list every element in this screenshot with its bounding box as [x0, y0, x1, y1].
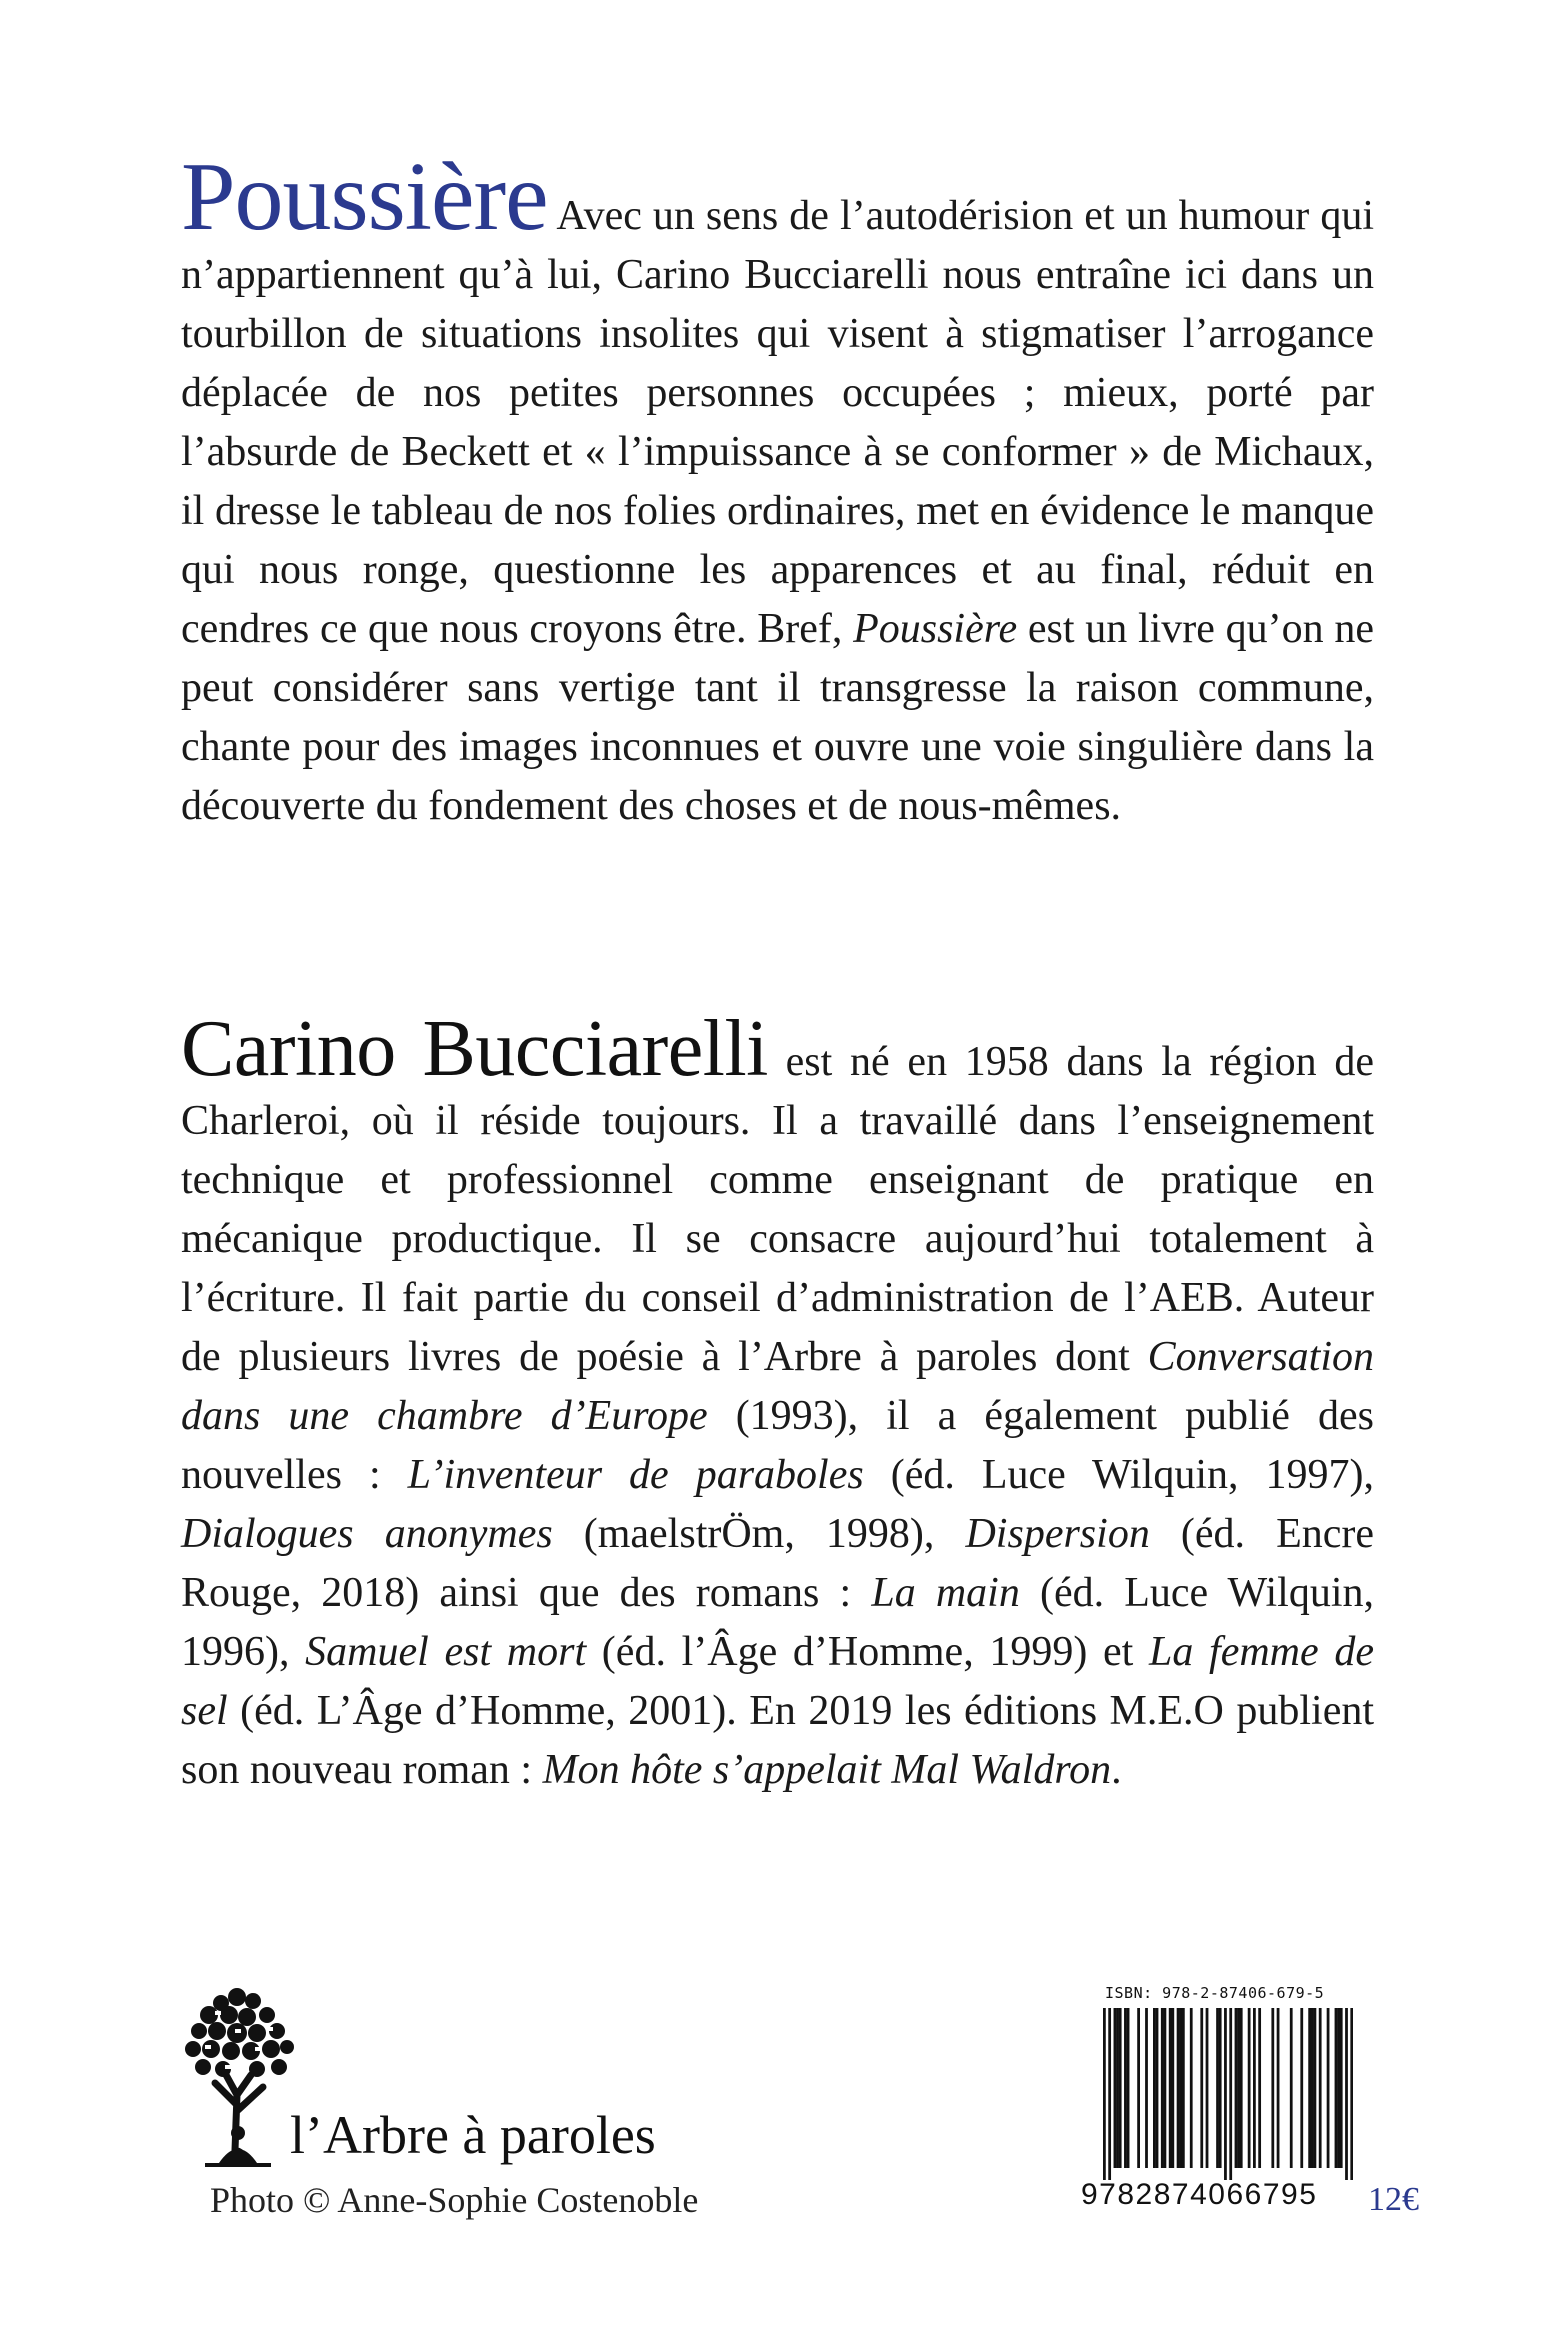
- author-bio-paragraph: [181, 1005, 1375, 1800]
- author-bio-section: [181, 1005, 1375, 1800]
- barcode-bar: [1145, 2008, 1148, 2168]
- barcode-bar: [1308, 2008, 1311, 2168]
- barcode-bar: [1119, 2008, 1122, 2168]
- barcode-bar: [1327, 2008, 1330, 2168]
- barcode-bar: [1248, 2008, 1251, 2168]
- bio-text-run: La femme de sel: [181, 1629, 1374, 1734]
- bio-text-run: Samuel est mort: [305, 1629, 587, 1675]
- summary-text-run: est un livre qu’on ne peut considérer sans vertige tant il transgresse la raison commune, chante pour des images inconnues et ouvre une voie singulière dans la découverte du fondement des choses et de nous-mêmes.: [181, 606, 1374, 829]
- barcode-number: 9782874066795: [1081, 2178, 1318, 2211]
- barcode-bar: [1258, 2008, 1261, 2168]
- barcode-bar: [1169, 2008, 1172, 2168]
- barcode-bar: [1177, 2008, 1180, 2168]
- bio-text-run: (éd. L’Âge d’Homme, 2001). En 2019 les éditions M.E.O publient son nouveau roman :: [181, 1688, 1374, 1793]
- bio-text-run: L’inventeur de paraboles: [407, 1452, 864, 1498]
- bio-text-run: (éd. Luce Wilquin, 1996),: [181, 1570, 1375, 1675]
- barcode-bar: [1127, 2008, 1130, 2168]
- photo-credit: Photo © Anne-Sophie Costenoble: [210, 2180, 699, 2220]
- barcode-bar: [1108, 2008, 1111, 2180]
- barcode-bar: [1114, 2008, 1117, 2168]
- bio-text-run: .: [1111, 1747, 1122, 1793]
- author-name: Carino Bucciarelli: [181, 1005, 768, 1093]
- summary-text-run: Poussière: [853, 606, 1018, 652]
- summary-paragraph: [181, 143, 1374, 836]
- price-label: 12€: [1368, 2181, 1419, 2218]
- barcode-bar: [1179, 2008, 1182, 2168]
- bio-text-run: (1993), il a également publié des nouvelles :: [181, 1393, 1374, 1498]
- publisher-name: l’Arbre à paroles: [290, 2105, 656, 2165]
- bio-text-run: (éd. Luce Wilquin, 1997),: [863, 1452, 1374, 1498]
- isbn-barcode: [1065, 1978, 1365, 2223]
- bio-text-run: (maelstrÖm, 1998),: [552, 1511, 966, 1557]
- barcode-bar: [1319, 2008, 1322, 2168]
- author-bio-text: [181, 1039, 1374, 1793]
- bio-text-run: La main: [871, 1570, 1020, 1616]
- barcode-bar: [1240, 2008, 1243, 2168]
- barcode-bar: [1200, 2008, 1203, 2168]
- bio-text-run: Dialogues anonymes: [181, 1511, 553, 1557]
- barcode-bar: [1216, 2008, 1219, 2168]
- barcode-bar: [1340, 2008, 1343, 2168]
- summary-section: [181, 143, 1374, 836]
- barcode-bar: [1290, 2008, 1293, 2168]
- barcode-bar: [1103, 2008, 1106, 2180]
- barcode-bar: [1206, 2008, 1209, 2168]
- barcode-bar: [1153, 2008, 1156, 2168]
- barcode-bar: [1300, 2008, 1303, 2168]
- barcode-bar: [1314, 2008, 1317, 2168]
- book-title: Poussière: [181, 143, 548, 251]
- isbn-label: ISBN: 978-2-87406-679-5: [1105, 1984, 1325, 2002]
- barcode-bar: [1229, 2008, 1232, 2180]
- barcode-bar: [1335, 2008, 1338, 2168]
- barcode-bar: [1190, 2008, 1193, 2168]
- summary-text: [181, 193, 1374, 829]
- bio-text-run: Mon hôte s’appelait Mal Waldron: [542, 1747, 1112, 1793]
- bio-text-run: Dispersion: [965, 1511, 1150, 1557]
- barcode-bar: [1124, 2008, 1127, 2168]
- barcode-bar: [1161, 2008, 1164, 2168]
- bio-text-run: (éd. l’Âge d’Homme, 1999) et: [586, 1629, 1150, 1675]
- barcode-bar: [1350, 2008, 1353, 2180]
- barcode-bar: [1235, 2008, 1238, 2168]
- barcode-bar: [1164, 2008, 1167, 2168]
- barcode-bar: [1156, 2008, 1159, 2168]
- barcode-bar: [1277, 2008, 1280, 2168]
- barcode-bar: [1337, 2008, 1340, 2168]
- bio-text-run: est né en 1958 dans la région de Charleroi, où il réside toujours. Il a travaillé dans l’enseignement technique et professionnel comme enseignant de pratique en mécanique productique. Il se consacre aujourd’hui totalement à l’écriture. Il fait partie du conseil d’administration de l’AEB. Auteur de plusieurs livres de poésie à l’Arbre à paroles dont: [181, 1039, 1374, 1380]
- barcode-icon: [1103, 2008, 1353, 2180]
- barcode-bar: [1116, 2008, 1119, 2168]
- barcode-bar: [1311, 2008, 1314, 2168]
- bio-text-run: (éd. Encre Rouge, 2018) ainsi que des romans :: [181, 1511, 1375, 1616]
- barcode-bar: [1137, 2008, 1140, 2168]
- tree-icon: [175, 1975, 305, 2175]
- summary-text-run: Avec un sens de l’autodérision et un humour qui n’appartiennent qu’à lui, Carino Bucciarelli nous entraîne ici dans un tourbillon de situations insolites qui visent à stigmatiser l’arrogance déplacée de nos petites personnes occupées ; mieux, porté par l’absurde de Beckett et « l’impuissance à se conformer » de Michaux, il dresse le tableau de nos folies ordinaires, met en évidence le manque qui nous ronge, questionne les apparences et au final, réduit en cendres ce que nous croyons être. Bref,: [181, 193, 1374, 652]
- barcode-bar: [1171, 2008, 1174, 2168]
- barcode-bar: [1345, 2008, 1348, 2180]
- barcode-bar: [1271, 2008, 1274, 2168]
- barcode-bar: [1182, 2008, 1185, 2168]
- barcode-bar: [1224, 2008, 1227, 2180]
- bio-text-run: Conversation dans une chambre d’Europe: [181, 1334, 1374, 1439]
- barcode-bar: [1253, 2008, 1256, 2168]
- barcode-bar: [1237, 2008, 1240, 2168]
- barcode-bar: [1219, 2008, 1222, 2168]
